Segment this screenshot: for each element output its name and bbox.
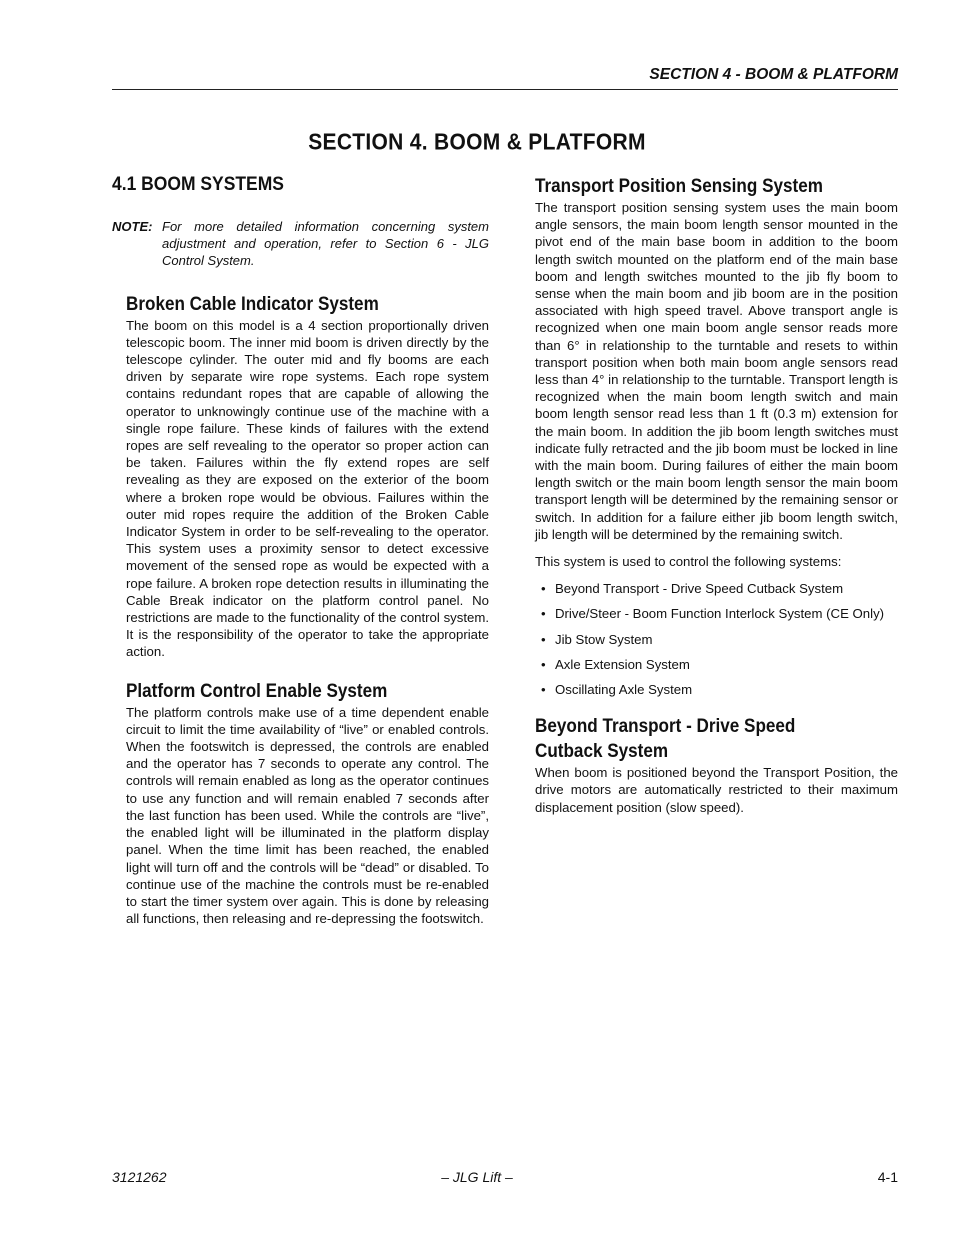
broken-cable-section	[126, 292, 489, 661]
broken-cable-title: Broken Cable Indicator System	[126, 293, 379, 315]
left-column	[112, 174, 489, 927]
beyond-transport-section	[535, 714, 898, 816]
broken-cable-body: The boom on this model is a 4 section proportionally driven telescopic boom. The inner mid boom is driven directly by the telescope cylinder. The outer mid and fly booms are each driven by separate wire rope systems. Each rope system contains redundant ropes that are capable of allowing the operator to unknowingly continue use of the machine with a single rope failure. These kinds of failures with the extend ropes are self revealing to the operator so proper action can be taken. Failures within the fly extend ropes are self revealing as they are exposed on the exterior of the boom where a broken rope would be obvious. Failures within the outer mid ropes require the addition of the Broken Cable Indicator System in order to be self-revealing to the operator. This system uses a proximity sensor to detect excessive movement of the sensed rope as would be expected with a rope failure. A broken rope detection results in illuminating the Cable Break indicator on the platform control panel. No restrictions are made to the functionality of the control system. It is the responsibility of the operator to take the appropriate action.	[126, 317, 489, 660]
platform-control-title: Platform Control Enable System	[126, 680, 388, 702]
transport-title: Transport Position Sensing System	[535, 176, 823, 197]
list-item: • Oscillating Axle System	[541, 682, 693, 698]
controlled-systems-list	[535, 580, 898, 698]
footer-page-number: 4-1	[877, 1169, 898, 1185]
footer-doc-number: 3121262	[112, 1169, 167, 1185]
beyond-transport-body: When boom is positioned beyond the Transport Position, the drive motors are automatically restricted to their maximum displacement position (slow speed).	[535, 765, 898, 815]
transport-section	[535, 174, 898, 698]
platform-control-section	[126, 679, 489, 928]
platform-control-body: The platform controls make use of a time dependent enable circuit to limit the time availability of “live” or enabled controls. When the footswitch is depressed, the controls are enabled and the operator has 7 seconds to operate any control. The controls will remain enabled as long as the operator continues to use any function and will remain enabled 7 seconds after the last function has been used. While the controls are “live”, the enabled light will be illuminated in the platform display panel. When the time limit has been reached, the enabled light will turn off and the controls will be “dead” or disabled. To continue use of the machine the controls must be re-enabled to start the timer system over again. This is done by releasing all functions, then releasing and re-depressing the footswitch.	[126, 704, 489, 927]
footer-brand: – JLG Lift –	[441, 1169, 513, 1185]
header-rule	[112, 89, 898, 90]
page-title: SECTION 4. BOOM & PLATFORM	[308, 130, 646, 155]
list-item: • Beyond Transport - Drive Speed Cutback System	[541, 581, 844, 597]
note-label: NOTE:	[112, 219, 153, 234]
transport-intro: This system is used to control the following systems:	[535, 554, 842, 570]
running-header: SECTION 4 - BOOM & PLATFORM	[649, 66, 898, 83]
note-block	[112, 218, 489, 270]
beyond-transport-title: Beyond Transport - Drive Speed Cutback System	[535, 716, 796, 763]
list-item: • Drive/Steer - Boom Function Interlock System (CE Only)	[541, 606, 885, 622]
list-item: • Axle Extension System	[541, 656, 690, 672]
note-text: For more detailed information concerning system adjustment and operation, refer to Section 6 - JLG Control System.	[162, 219, 489, 269]
list-item: • Jib Stow System	[541, 631, 653, 647]
section-heading-boom-systems: 4.1 BOOM SYSTEMS	[112, 174, 284, 195]
transport-body: The transport position sensing system uses the main boom angle sensors, the main boom length sensor mounted in the pivot end of the main base boom in addition to the boom length switch mounted on the platform end of the main base boom and length switches mounted to the jib fly boom to sense when the main boom and jib boom are in the position associated with high speed travel. Above transport angle is recognized when one main boom angle sensor reads more than 6° in relationship to the turntable and resets to within transport position when both main boom angle sensors read less than 4° in relationship to the turntable. Transport length is recognized when the main boom length switch and main boom length sensor read less than 1 ft (0.3 m) extension for the main boom. In addition the jib boom length switches must indicate fully retracted and the jib boom must be locked in line with the main boom. During failures of either the main boom length switch or the main boom length sensor the main boom transport length will be determined by the remaining sensor or switch. In addition for a failure either jib boom length switch, jib length will be determined by the remaining switch.	[535, 200, 898, 542]
right-column	[535, 174, 898, 816]
